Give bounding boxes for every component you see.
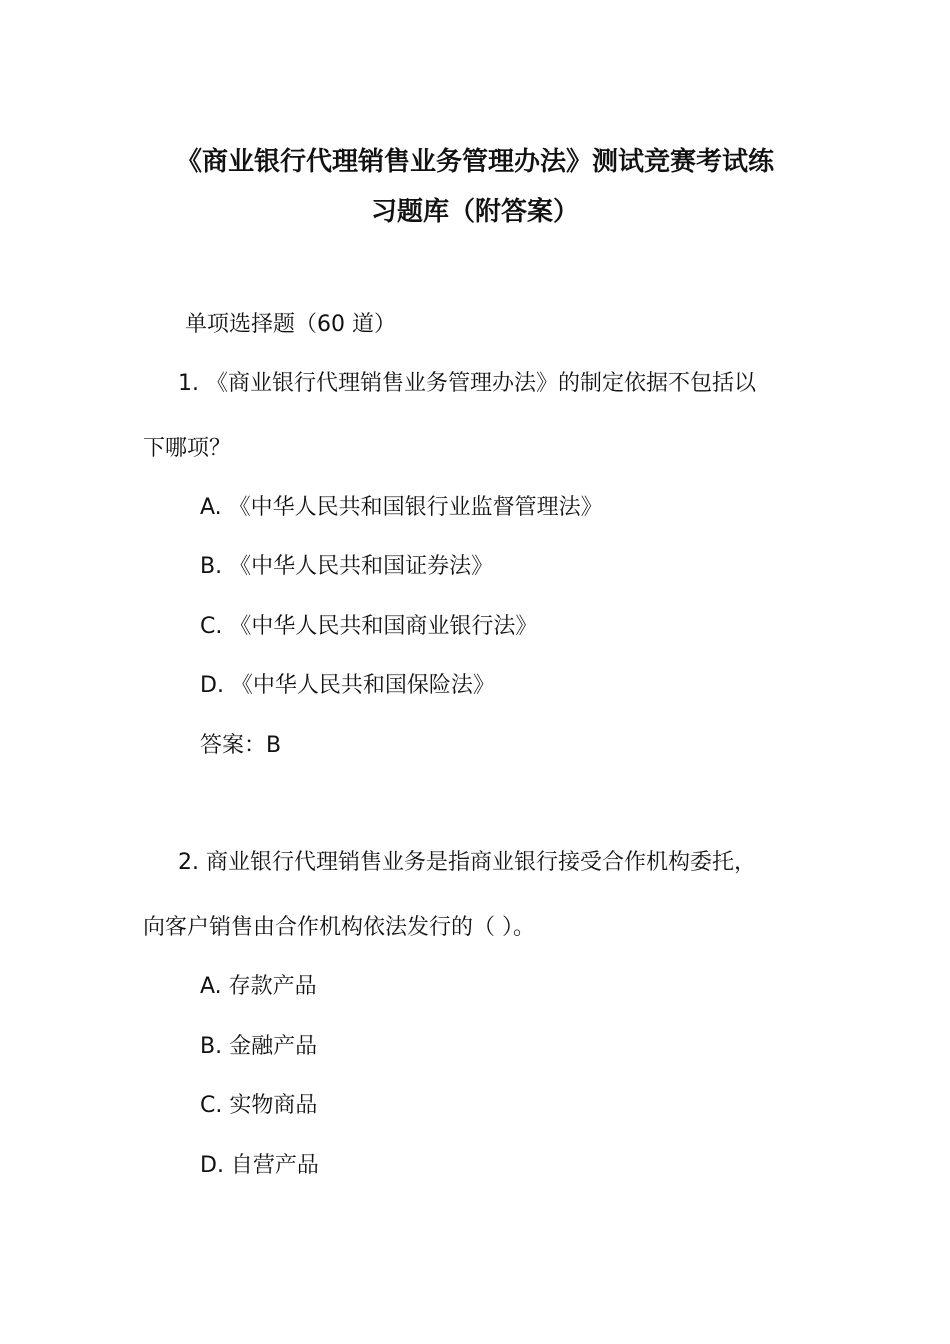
question-2-option-b: B. 金融产品 bbox=[200, 1034, 318, 1059]
question-2-stem-line-1: 2. 商业银行代理销售业务是指商业银行接受合作机构委托， bbox=[178, 850, 756, 875]
title-line-2: 习题库（附答案） bbox=[370, 197, 579, 227]
question-2-option-c: C. 实物商品 bbox=[200, 1093, 318, 1118]
section-heading: 单项选择题（60 道） bbox=[185, 312, 396, 337]
question-2-stem-line-2: 向客户销售由合作机构依法发行的（ ）。 bbox=[143, 915, 535, 940]
question-1-answer: 答案：B bbox=[200, 733, 282, 758]
title-line-1: 《商业银行代理销售业务管理办法》测试竞赛考试练 bbox=[175, 147, 774, 177]
question-1-option-b: B. 《中华人民共和国证券法》 bbox=[200, 554, 494, 579]
question-1-option-a: A. 《中华人民共和国银行业监督管理法》 bbox=[200, 495, 603, 520]
question-2-option-a: A. 存款产品 bbox=[200, 974, 317, 999]
question-1-option-d: D. 《中华人民共和国保险法》 bbox=[200, 673, 495, 698]
question-2-option-d: D. 自营产品 bbox=[200, 1153, 319, 1178]
question-1-stem-line-2: 下哪项？ bbox=[143, 436, 232, 461]
question-1-stem-line-1: 1. 《商业银行代理销售业务管理办法》的制定依据不包括以 bbox=[178, 371, 756, 396]
question-1-option-c: C. 《中华人民共和国商业银行法》 bbox=[200, 614, 538, 639]
document-title bbox=[130, 137, 820, 237]
